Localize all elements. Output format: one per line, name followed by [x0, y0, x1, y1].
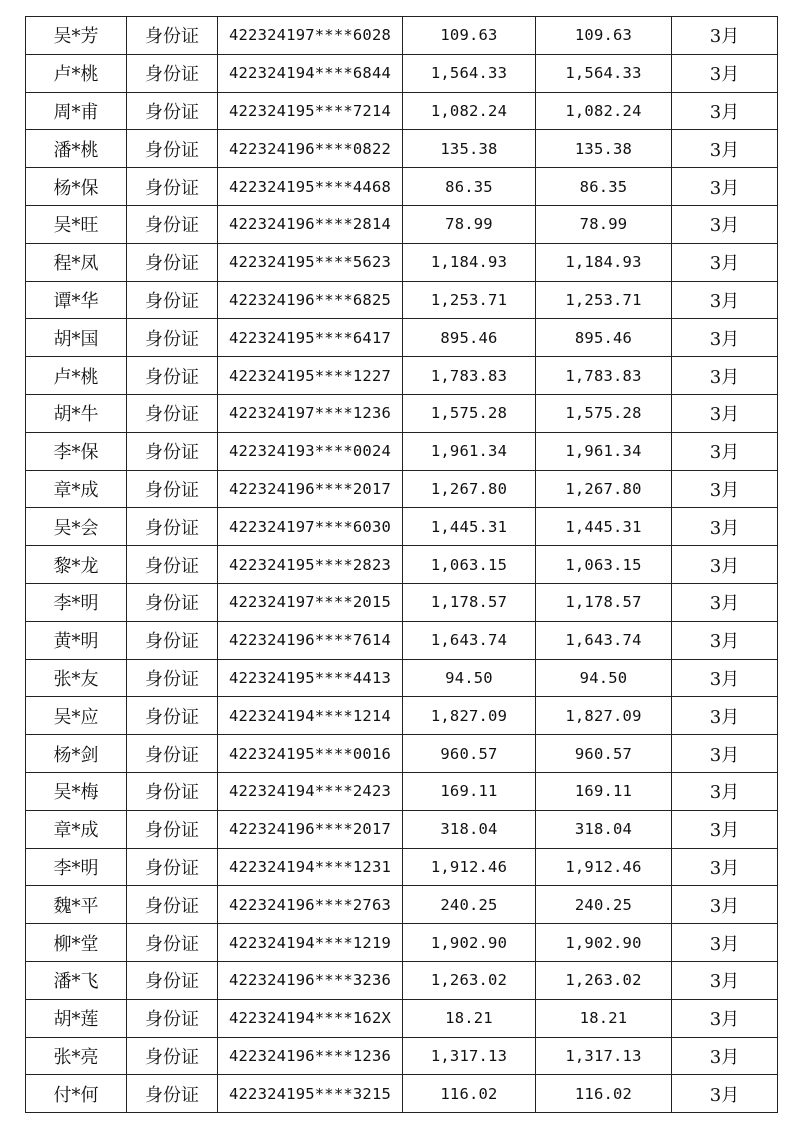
id-type-cell: 身份证 — [127, 319, 218, 357]
amount-cell: 1,253.71 — [403, 281, 536, 319]
id-number-cell: 422324195****4468 — [218, 168, 403, 206]
id-number-cell: 422324196****7614 — [218, 621, 403, 659]
id-number-cell: 422324197****6028 — [218, 17, 403, 55]
name-cell: 卢*桃 — [26, 357, 127, 395]
amount-paid-cell: 1,263.02 — [536, 961, 672, 999]
name-cell: 胡*国 — [26, 319, 127, 357]
month-cell: 3月 — [672, 924, 778, 962]
amount-paid-cell: 240.25 — [536, 886, 672, 924]
id-number-cell: 422324197****1236 — [218, 394, 403, 432]
name-cell: 魏*平 — [26, 886, 127, 924]
id-number-cell: 422324195****6417 — [218, 319, 403, 357]
id-type-cell: 身份证 — [127, 697, 218, 735]
name-cell: 杨*剑 — [26, 735, 127, 773]
id-type-cell: 身份证 — [127, 1075, 218, 1113]
id-type-cell: 身份证 — [127, 130, 218, 168]
id-number-cell: 422324196****2814 — [218, 205, 403, 243]
amount-paid-cell: 1,912.46 — [536, 848, 672, 886]
amount-paid-cell: 960.57 — [536, 735, 672, 773]
month-cell: 3月 — [672, 394, 778, 432]
month-cell: 3月 — [672, 243, 778, 281]
amount-cell: 1,184.93 — [403, 243, 536, 281]
table-row — [26, 886, 778, 924]
name-cell: 杨*保 — [26, 168, 127, 206]
table-row — [26, 1037, 778, 1075]
month-cell: 3月 — [672, 357, 778, 395]
name-cell: 黎*龙 — [26, 546, 127, 584]
table-row — [26, 319, 778, 357]
amount-paid-cell: 1,827.09 — [536, 697, 672, 735]
table-row — [26, 735, 778, 773]
amount-paid-cell: 1,178.57 — [536, 583, 672, 621]
month-cell: 3月 — [672, 508, 778, 546]
id-type-cell: 身份证 — [127, 1037, 218, 1075]
id-number-cell: 422324197****6030 — [218, 508, 403, 546]
amount-cell: 18.21 — [403, 999, 536, 1037]
id-type-cell: 身份证 — [127, 205, 218, 243]
table-row — [26, 281, 778, 319]
id-number-cell: 422324196****3236 — [218, 961, 403, 999]
amount-cell: 1,902.90 — [403, 924, 536, 962]
table-row — [26, 621, 778, 659]
id-type-cell: 身份证 — [127, 394, 218, 432]
table-row — [26, 394, 778, 432]
id-type-cell: 身份证 — [127, 848, 218, 886]
table-row — [26, 432, 778, 470]
table-row — [26, 583, 778, 621]
month-cell: 3月 — [672, 319, 778, 357]
name-cell: 李*明 — [26, 583, 127, 621]
month-cell: 3月 — [672, 697, 778, 735]
name-cell: 吴*旺 — [26, 205, 127, 243]
table-row — [26, 697, 778, 735]
table-row — [26, 772, 778, 810]
id-number-cell: 422324196****2763 — [218, 886, 403, 924]
month-cell: 3月 — [672, 281, 778, 319]
name-cell: 吴*梅 — [26, 772, 127, 810]
amount-paid-cell: 318.04 — [536, 810, 672, 848]
month-cell: 3月 — [672, 886, 778, 924]
id-number-cell: 422324195****7214 — [218, 92, 403, 130]
id-number-cell: 422324194****1231 — [218, 848, 403, 886]
amount-paid-cell: 1,902.90 — [536, 924, 672, 962]
id-type-cell: 身份证 — [127, 621, 218, 659]
amount-paid-cell: 135.38 — [536, 130, 672, 168]
month-cell: 3月 — [672, 17, 778, 55]
id-type-cell: 身份证 — [127, 546, 218, 584]
id-type-cell: 身份证 — [127, 92, 218, 130]
amount-paid-cell: 94.50 — [536, 659, 672, 697]
table-row — [26, 92, 778, 130]
id-number-cell: 422324196****1236 — [218, 1037, 403, 1075]
name-cell: 程*凤 — [26, 243, 127, 281]
id-type-cell: 身份证 — [127, 281, 218, 319]
month-cell: 3月 — [672, 621, 778, 659]
table-row — [26, 17, 778, 55]
amount-paid-cell: 1,317.13 — [536, 1037, 672, 1075]
amount-cell: 169.11 — [403, 772, 536, 810]
month-cell: 3月 — [672, 54, 778, 92]
id-number-cell: 422324196****2017 — [218, 810, 403, 848]
table-row — [26, 659, 778, 697]
amount-paid-cell: 1,445.31 — [536, 508, 672, 546]
amount-paid-cell: 1,564.33 — [536, 54, 672, 92]
month-cell: 3月 — [672, 735, 778, 773]
id-type-cell: 身份证 — [127, 432, 218, 470]
amount-cell: 116.02 — [403, 1075, 536, 1113]
month-cell: 3月 — [672, 470, 778, 508]
amount-paid-cell: 1,643.74 — [536, 621, 672, 659]
id-type-cell: 身份证 — [127, 470, 218, 508]
amount-paid-cell: 1,184.93 — [536, 243, 672, 281]
table-row — [26, 810, 778, 848]
amount-cell: 1,263.02 — [403, 961, 536, 999]
amount-paid-cell: 1,783.83 — [536, 357, 672, 395]
name-cell: 谭*华 — [26, 281, 127, 319]
id-type-cell: 身份证 — [127, 508, 218, 546]
table-row — [26, 168, 778, 206]
amount-cell: 78.99 — [403, 205, 536, 243]
id-type-cell: 身份证 — [127, 924, 218, 962]
id-type-cell: 身份证 — [127, 357, 218, 395]
id-type-cell: 身份证 — [127, 243, 218, 281]
amount-paid-cell: 1,267.80 — [536, 470, 672, 508]
id-type-cell: 身份证 — [127, 810, 218, 848]
id-number-cell: 422324194****6844 — [218, 54, 403, 92]
amount-cell: 1,317.13 — [403, 1037, 536, 1075]
amount-cell: 895.46 — [403, 319, 536, 357]
amount-cell: 1,267.80 — [403, 470, 536, 508]
amount-paid-cell: 169.11 — [536, 772, 672, 810]
name-cell: 周*甫 — [26, 92, 127, 130]
id-number-cell: 422324194****2423 — [218, 772, 403, 810]
id-number-cell: 422324195****5623 — [218, 243, 403, 281]
id-type-cell: 身份证 — [127, 17, 218, 55]
amount-paid-cell: 18.21 — [536, 999, 672, 1037]
name-cell: 胡*莲 — [26, 999, 127, 1037]
table-row — [26, 470, 778, 508]
table-row — [26, 130, 778, 168]
id-number-cell: 422324195****2823 — [218, 546, 403, 584]
month-cell: 3月 — [672, 772, 778, 810]
id-type-cell: 身份证 — [127, 961, 218, 999]
id-type-cell: 身份证 — [127, 886, 218, 924]
amount-cell: 1,912.46 — [403, 848, 536, 886]
id-type-cell: 身份证 — [127, 168, 218, 206]
month-cell: 3月 — [672, 546, 778, 584]
amount-paid-cell: 1,253.71 — [536, 281, 672, 319]
amount-cell: 1,564.33 — [403, 54, 536, 92]
amount-cell: 1,575.28 — [403, 394, 536, 432]
name-cell: 张*亮 — [26, 1037, 127, 1075]
amount-cell: 1,445.31 — [403, 508, 536, 546]
amount-paid-cell: 1,575.28 — [536, 394, 672, 432]
name-cell: 胡*牛 — [26, 394, 127, 432]
name-cell: 张*友 — [26, 659, 127, 697]
id-type-cell: 身份证 — [127, 735, 218, 773]
id-type-cell: 身份证 — [127, 999, 218, 1037]
amount-cell: 318.04 — [403, 810, 536, 848]
table-row — [26, 357, 778, 395]
name-cell: 李*明 — [26, 848, 127, 886]
table-row — [26, 508, 778, 546]
name-cell: 潘*飞 — [26, 961, 127, 999]
amount-paid-cell: 78.99 — [536, 205, 672, 243]
table-row — [26, 205, 778, 243]
name-cell: 潘*桃 — [26, 130, 127, 168]
name-cell: 柳*堂 — [26, 924, 127, 962]
month-cell: 3月 — [672, 961, 778, 999]
month-cell: 3月 — [672, 659, 778, 697]
amount-paid-cell: 1,082.24 — [536, 92, 672, 130]
id-number-cell: 422324195****0016 — [218, 735, 403, 773]
name-cell: 吴*会 — [26, 508, 127, 546]
month-cell: 3月 — [672, 130, 778, 168]
name-cell: 章*成 — [26, 470, 127, 508]
table-row — [26, 999, 778, 1037]
amount-paid-cell: 1,961.34 — [536, 432, 672, 470]
name-cell: 吴*芳 — [26, 17, 127, 55]
table-row — [26, 546, 778, 584]
amount-cell: 86.35 — [403, 168, 536, 206]
id-type-cell: 身份证 — [127, 583, 218, 621]
amount-cell: 1,961.34 — [403, 432, 536, 470]
amount-cell: 135.38 — [403, 130, 536, 168]
table-row — [26, 924, 778, 962]
id-type-cell: 身份证 — [127, 772, 218, 810]
table-row — [26, 961, 778, 999]
subsidy-table — [25, 16, 778, 1113]
amount-cell: 94.50 — [403, 659, 536, 697]
id-number-cell: 422324194****162X — [218, 999, 403, 1037]
name-cell: 付*何 — [26, 1075, 127, 1113]
month-cell: 3月 — [672, 432, 778, 470]
amount-cell: 1,827.09 — [403, 697, 536, 735]
id-number-cell: 422324195****4413 — [218, 659, 403, 697]
month-cell: 3月 — [672, 848, 778, 886]
amount-paid-cell: 1,063.15 — [536, 546, 672, 584]
name-cell: 李*保 — [26, 432, 127, 470]
id-type-cell: 身份证 — [127, 659, 218, 697]
month-cell: 3月 — [672, 1037, 778, 1075]
amount-paid-cell: 109.63 — [536, 17, 672, 55]
month-cell: 3月 — [672, 999, 778, 1037]
amount-cell: 960.57 — [403, 735, 536, 773]
amount-cell: 1,643.74 — [403, 621, 536, 659]
month-cell: 3月 — [672, 168, 778, 206]
id-number-cell: 422324196****2017 — [218, 470, 403, 508]
id-number-cell: 422324196****0822 — [218, 130, 403, 168]
id-number-cell: 422324193****0024 — [218, 432, 403, 470]
table-row — [26, 1075, 778, 1113]
amount-cell: 109.63 — [403, 17, 536, 55]
amount-cell: 1,178.57 — [403, 583, 536, 621]
amount-paid-cell: 895.46 — [536, 319, 672, 357]
amount-cell: 240.25 — [403, 886, 536, 924]
month-cell: 3月 — [672, 205, 778, 243]
id-number-cell: 422324197****2015 — [218, 583, 403, 621]
id-number-cell: 422324194****1219 — [218, 924, 403, 962]
id-number-cell: 422324195****1227 — [218, 357, 403, 395]
amount-cell: 1,063.15 — [403, 546, 536, 584]
month-cell: 3月 — [672, 810, 778, 848]
month-cell: 3月 — [672, 583, 778, 621]
table-row — [26, 54, 778, 92]
name-cell: 吴*应 — [26, 697, 127, 735]
table-body — [26, 17, 778, 1113]
id-type-cell: 身份证 — [127, 54, 218, 92]
amount-cell: 1,783.83 — [403, 357, 536, 395]
id-number-cell: 422324195****3215 — [218, 1075, 403, 1113]
name-cell: 黄*明 — [26, 621, 127, 659]
amount-paid-cell: 116.02 — [536, 1075, 672, 1113]
table-row — [26, 848, 778, 886]
month-cell: 3月 — [672, 92, 778, 130]
month-cell: 3月 — [672, 1075, 778, 1113]
name-cell: 卢*桃 — [26, 54, 127, 92]
amount-paid-cell: 86.35 — [536, 168, 672, 206]
amount-cell: 1,082.24 — [403, 92, 536, 130]
id-number-cell: 422324196****6825 — [218, 281, 403, 319]
table-row — [26, 243, 778, 281]
id-number-cell: 422324194****1214 — [218, 697, 403, 735]
name-cell: 章*成 — [26, 810, 127, 848]
